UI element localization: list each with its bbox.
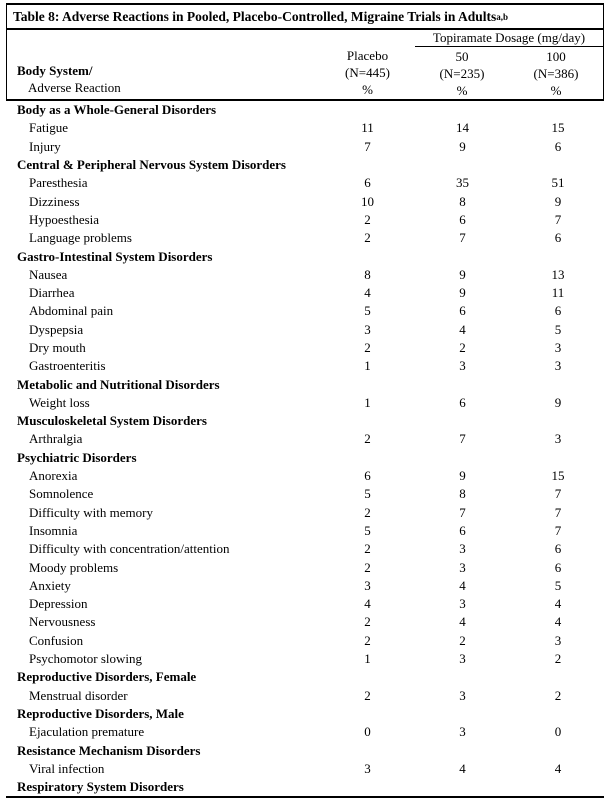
adverse-reaction-row <box>0 467 606 485</box>
adverse-reaction-name: Paresthesia <box>29 175 88 191</box>
value-cell: 2 <box>554 651 562 667</box>
adverse-reaction-row <box>0 174 606 192</box>
dose-100-name: 100 <box>546 49 566 64</box>
value-cell: 9 <box>554 394 562 410</box>
adverse-reaction-row <box>0 687 606 705</box>
adverse-reaction-row <box>0 394 606 412</box>
value-cell: 4 <box>459 321 466 337</box>
adverse-reaction-name: Injury <box>29 138 61 154</box>
adverse-reaction-name: Nausea <box>29 266 68 282</box>
value-cell: 7 <box>459 230 466 246</box>
value-cell: 2 <box>364 340 371 355</box>
value-cell: 14 <box>456 120 469 136</box>
adverse-reaction-row <box>0 558 606 576</box>
adverse-reaction-name: Ejaculation premature <box>29 724 145 740</box>
value-cell: 2 <box>459 340 466 355</box>
value-cell: 8 <box>459 486 466 502</box>
value-cell: 6 <box>459 303 466 319</box>
section-name: Gastro-Intestinal System Disorders <box>17 248 213 264</box>
value-cell: 3 <box>364 760 371 776</box>
adverse-reaction-name: Menstrual disorder <box>29 687 128 703</box>
adverse-reaction-row <box>0 119 606 137</box>
value-cell: 2 <box>364 559 371 575</box>
value-cell: 3 <box>459 724 466 740</box>
value-cell: 3 <box>554 340 562 355</box>
section-name: Resistance Mechanism Disorders <box>17 742 201 758</box>
adverse-reaction-name: Arthralgia <box>29 431 83 447</box>
adverse-reaction-name: Psychomotor slowing <box>29 651 143 667</box>
section-name: Musculoskeletal System Disorders <box>17 413 207 429</box>
value-cell: 2 <box>364 614 371 630</box>
value-cell: 3 <box>459 596 466 612</box>
placebo-n: (N=445) <box>345 65 390 80</box>
value-cell: 3 <box>554 632 562 648</box>
section-header-row <box>0 778 606 796</box>
adverse-reaction-name: Confusion <box>29 632 84 648</box>
adverse-reaction-row <box>0 357 606 375</box>
value-cell: 3 <box>554 358 562 374</box>
adverse-reaction-name: Anxiety <box>29 577 71 593</box>
table-bottom-rule <box>6 796 604 798</box>
dosage-column-group <box>415 30 603 99</box>
value-cell: 7 <box>554 211 562 227</box>
placebo-unit: % <box>362 82 373 97</box>
value-cell: 10 <box>361 193 374 209</box>
value-cell: 6 <box>459 394 466 410</box>
section-header-row <box>0 449 606 467</box>
adverse-reaction-row <box>0 650 606 668</box>
adverse-reaction-row <box>0 211 606 229</box>
section-header-row <box>0 705 606 723</box>
section-name: Psychiatric Disorders <box>17 449 137 465</box>
adverse-reaction-row <box>0 138 606 156</box>
adverse-reaction-name: Dizziness <box>29 193 80 209</box>
value-cell: 2 <box>364 504 371 520</box>
value-cell: 3 <box>459 541 466 557</box>
value-cell: 3 <box>364 577 371 593</box>
adverse-reaction-row <box>0 540 606 558</box>
adverse-reaction-name: Somnolence <box>29 486 94 502</box>
value-cell: 4 <box>554 596 562 612</box>
body-system-label: Body System/ <box>17 63 93 78</box>
value-cell: 2 <box>364 687 371 703</box>
adverse-reaction-name: Insomnia <box>29 522 78 538</box>
adverse-reaction-name: Gastroenteritis <box>29 358 106 374</box>
dose-50-name: 50 <box>455 49 469 64</box>
value-cell: 5 <box>364 522 371 538</box>
adverse-reaction-name: Abdominal pain <box>29 303 114 319</box>
adverse-reaction-name: Moody problems <box>29 559 119 575</box>
value-cell: 6 <box>364 175 371 191</box>
adverse-reaction-name: Dry mouth <box>29 340 86 355</box>
value-cell: 6 <box>364 468 371 484</box>
value-cell: 1 <box>364 651 371 667</box>
value-cell: 35 <box>456 175 469 191</box>
row-label-header <box>7 30 320 99</box>
value-cell: 4 <box>459 760 466 776</box>
value-cell: 6 <box>554 230 562 246</box>
section-header-row <box>0 156 606 174</box>
value-cell: 2 <box>364 230 371 246</box>
column-header-50 <box>415 48 509 99</box>
value-cell: 3 <box>459 651 466 667</box>
value-cell: 7 <box>554 486 562 502</box>
value-cell: 2 <box>364 431 371 447</box>
value-cell: 6 <box>554 559 562 575</box>
adverse-reaction-name: Hypoesthesia <box>29 211 100 227</box>
value-cell: 2 <box>554 687 562 703</box>
adverse-reaction-row <box>0 613 606 631</box>
adverse-reaction-row <box>0 302 606 320</box>
value-cell: 5 <box>364 486 371 502</box>
value-cell: 2 <box>364 632 371 648</box>
value-cell: 4 <box>459 614 466 630</box>
section-name: Reproductive Disorders, Female <box>17 669 197 685</box>
adverse-reaction-name: Difficulty with memory <box>29 504 153 520</box>
value-cell: 11 <box>551 285 565 301</box>
value-cell: 7 <box>364 138 371 154</box>
adverse-reaction-name: Dyspepsia <box>29 321 84 337</box>
value-cell: 8 <box>459 193 466 209</box>
value-cell: 2 <box>364 211 371 227</box>
section-name: Metabolic and Nutritional Disorders <box>17 376 220 392</box>
adverse-reaction-name: Fatigue <box>29 120 68 136</box>
table-header-frame <box>6 3 604 101</box>
adverse-reaction-row <box>0 266 606 284</box>
value-cell: 4 <box>554 760 562 776</box>
dose-50-unit: % <box>456 83 468 98</box>
value-cell: 7 <box>459 504 466 520</box>
section-header-row <box>0 375 606 393</box>
value-cell: 51 <box>551 175 565 191</box>
adverse-reaction-row <box>0 321 606 339</box>
table-title: Table 8: Adverse Reactions in Pooled, Placebo-Controlled, Migraine Trials in Adults a,b <box>7 5 603 30</box>
section-header-row <box>0 741 606 759</box>
adverse-reaction-row <box>0 577 606 595</box>
value-cell: 5 <box>364 303 371 319</box>
value-cell: 9 <box>554 193 562 209</box>
dosage-columns <box>415 47 603 99</box>
adverse-reaction-row <box>0 595 606 613</box>
table-header <box>7 30 603 99</box>
section-name: Respiratory System Disorders <box>17 779 184 795</box>
value-cell: 6 <box>554 303 562 319</box>
adverse-reaction-name: Viral infection <box>29 760 105 776</box>
value-cell: 3 <box>459 559 466 575</box>
value-cell: 1 <box>364 358 371 374</box>
value-cell: 11 <box>361 120 374 136</box>
adverse-reaction-row <box>0 339 606 357</box>
adverse-reaction-row <box>0 284 606 302</box>
section-header-row <box>0 668 606 686</box>
adverse-reaction-name: Diarrhea <box>29 285 75 301</box>
value-cell: 6 <box>459 522 466 538</box>
value-cell: 7 <box>554 522 562 538</box>
column-header-placebo <box>320 30 415 99</box>
value-cell: 5 <box>554 577 562 593</box>
adverse-reaction-row <box>0 229 606 247</box>
table-title-text: Table 8: Adverse Reactions in Pooled, Placebo-Controlled, Migraine Trials in Adults <box>13 8 497 24</box>
section-name: Body as a Whole-General Disorders <box>17 102 217 118</box>
adverse-reaction-name: Language problems <box>29 230 132 246</box>
value-cell: 5 <box>554 321 562 337</box>
section-header-row <box>0 412 606 430</box>
adverse-reaction-row <box>0 760 606 778</box>
value-cell: 1 <box>364 394 371 410</box>
adverse-reaction-name: Anorexia <box>29 468 78 484</box>
value-cell: 7 <box>554 504 562 520</box>
value-cell: 2 <box>364 541 371 557</box>
adverse-reaction-name: Nervousness <box>29 614 96 630</box>
adverse-reaction-name: Weight loss <box>29 394 90 410</box>
value-cell: 4 <box>364 596 371 612</box>
value-cell: 3 <box>554 431 562 447</box>
adverse-reaction-row <box>0 504 606 522</box>
value-cell: 7 <box>459 431 466 447</box>
section-header-row <box>0 247 606 265</box>
value-cell: 4 <box>364 285 371 301</box>
column-header-100 <box>509 48 603 99</box>
value-cell: 3 <box>364 321 371 337</box>
value-cell: 8 <box>364 266 371 282</box>
value-cell: 3 <box>459 687 466 703</box>
value-cell: 9 <box>459 468 466 484</box>
value-cell: 9 <box>459 138 466 154</box>
value-cell: 15 <box>551 120 565 136</box>
dose-100-unit: % <box>550 83 562 98</box>
value-cell: 9 <box>459 266 466 282</box>
value-cell: 4 <box>459 577 466 593</box>
value-cell: 6 <box>459 211 466 227</box>
dose-50-n: (N=235) <box>439 66 485 81</box>
section-name: Reproductive Disorders, Male <box>17 705 184 721</box>
adverse-reaction-name: Difficulty with concentration/attention <box>29 541 230 557</box>
placebo-name: Placebo <box>346 48 389 63</box>
dose-100-n: (N=386) <box>533 66 579 81</box>
value-cell: 13 <box>551 266 565 282</box>
value-cell: 0 <box>364 724 371 740</box>
value-cell: 6 <box>554 541 562 557</box>
value-cell: 6 <box>554 138 562 154</box>
adverse-reaction-row <box>0 522 606 540</box>
value-cell: 3 <box>459 358 466 374</box>
value-cell: 4 <box>554 614 562 630</box>
adverse-reaction-row <box>0 192 606 210</box>
dosage-spanner-label: Topiramate Dosage (mg/day) <box>415 30 603 47</box>
section-name: Central & Peripheral Nervous System Disorders <box>17 157 286 173</box>
adverse-reaction-name: Depression <box>29 596 88 612</box>
adverse-reaction-row <box>0 485 606 503</box>
value-cell: 2 <box>459 632 466 648</box>
table-body <box>0 101 606 796</box>
adverse-reaction-row <box>0 430 606 448</box>
adverse-reaction-row <box>0 632 606 650</box>
value-cell: 9 <box>459 285 466 301</box>
adverse-reaction-label: Adverse Reaction <box>28 80 121 95</box>
value-cell: 0 <box>554 724 562 740</box>
section-header-row <box>0 101 606 119</box>
adverse-reaction-row <box>0 723 606 741</box>
value-cell: 15 <box>551 468 565 484</box>
